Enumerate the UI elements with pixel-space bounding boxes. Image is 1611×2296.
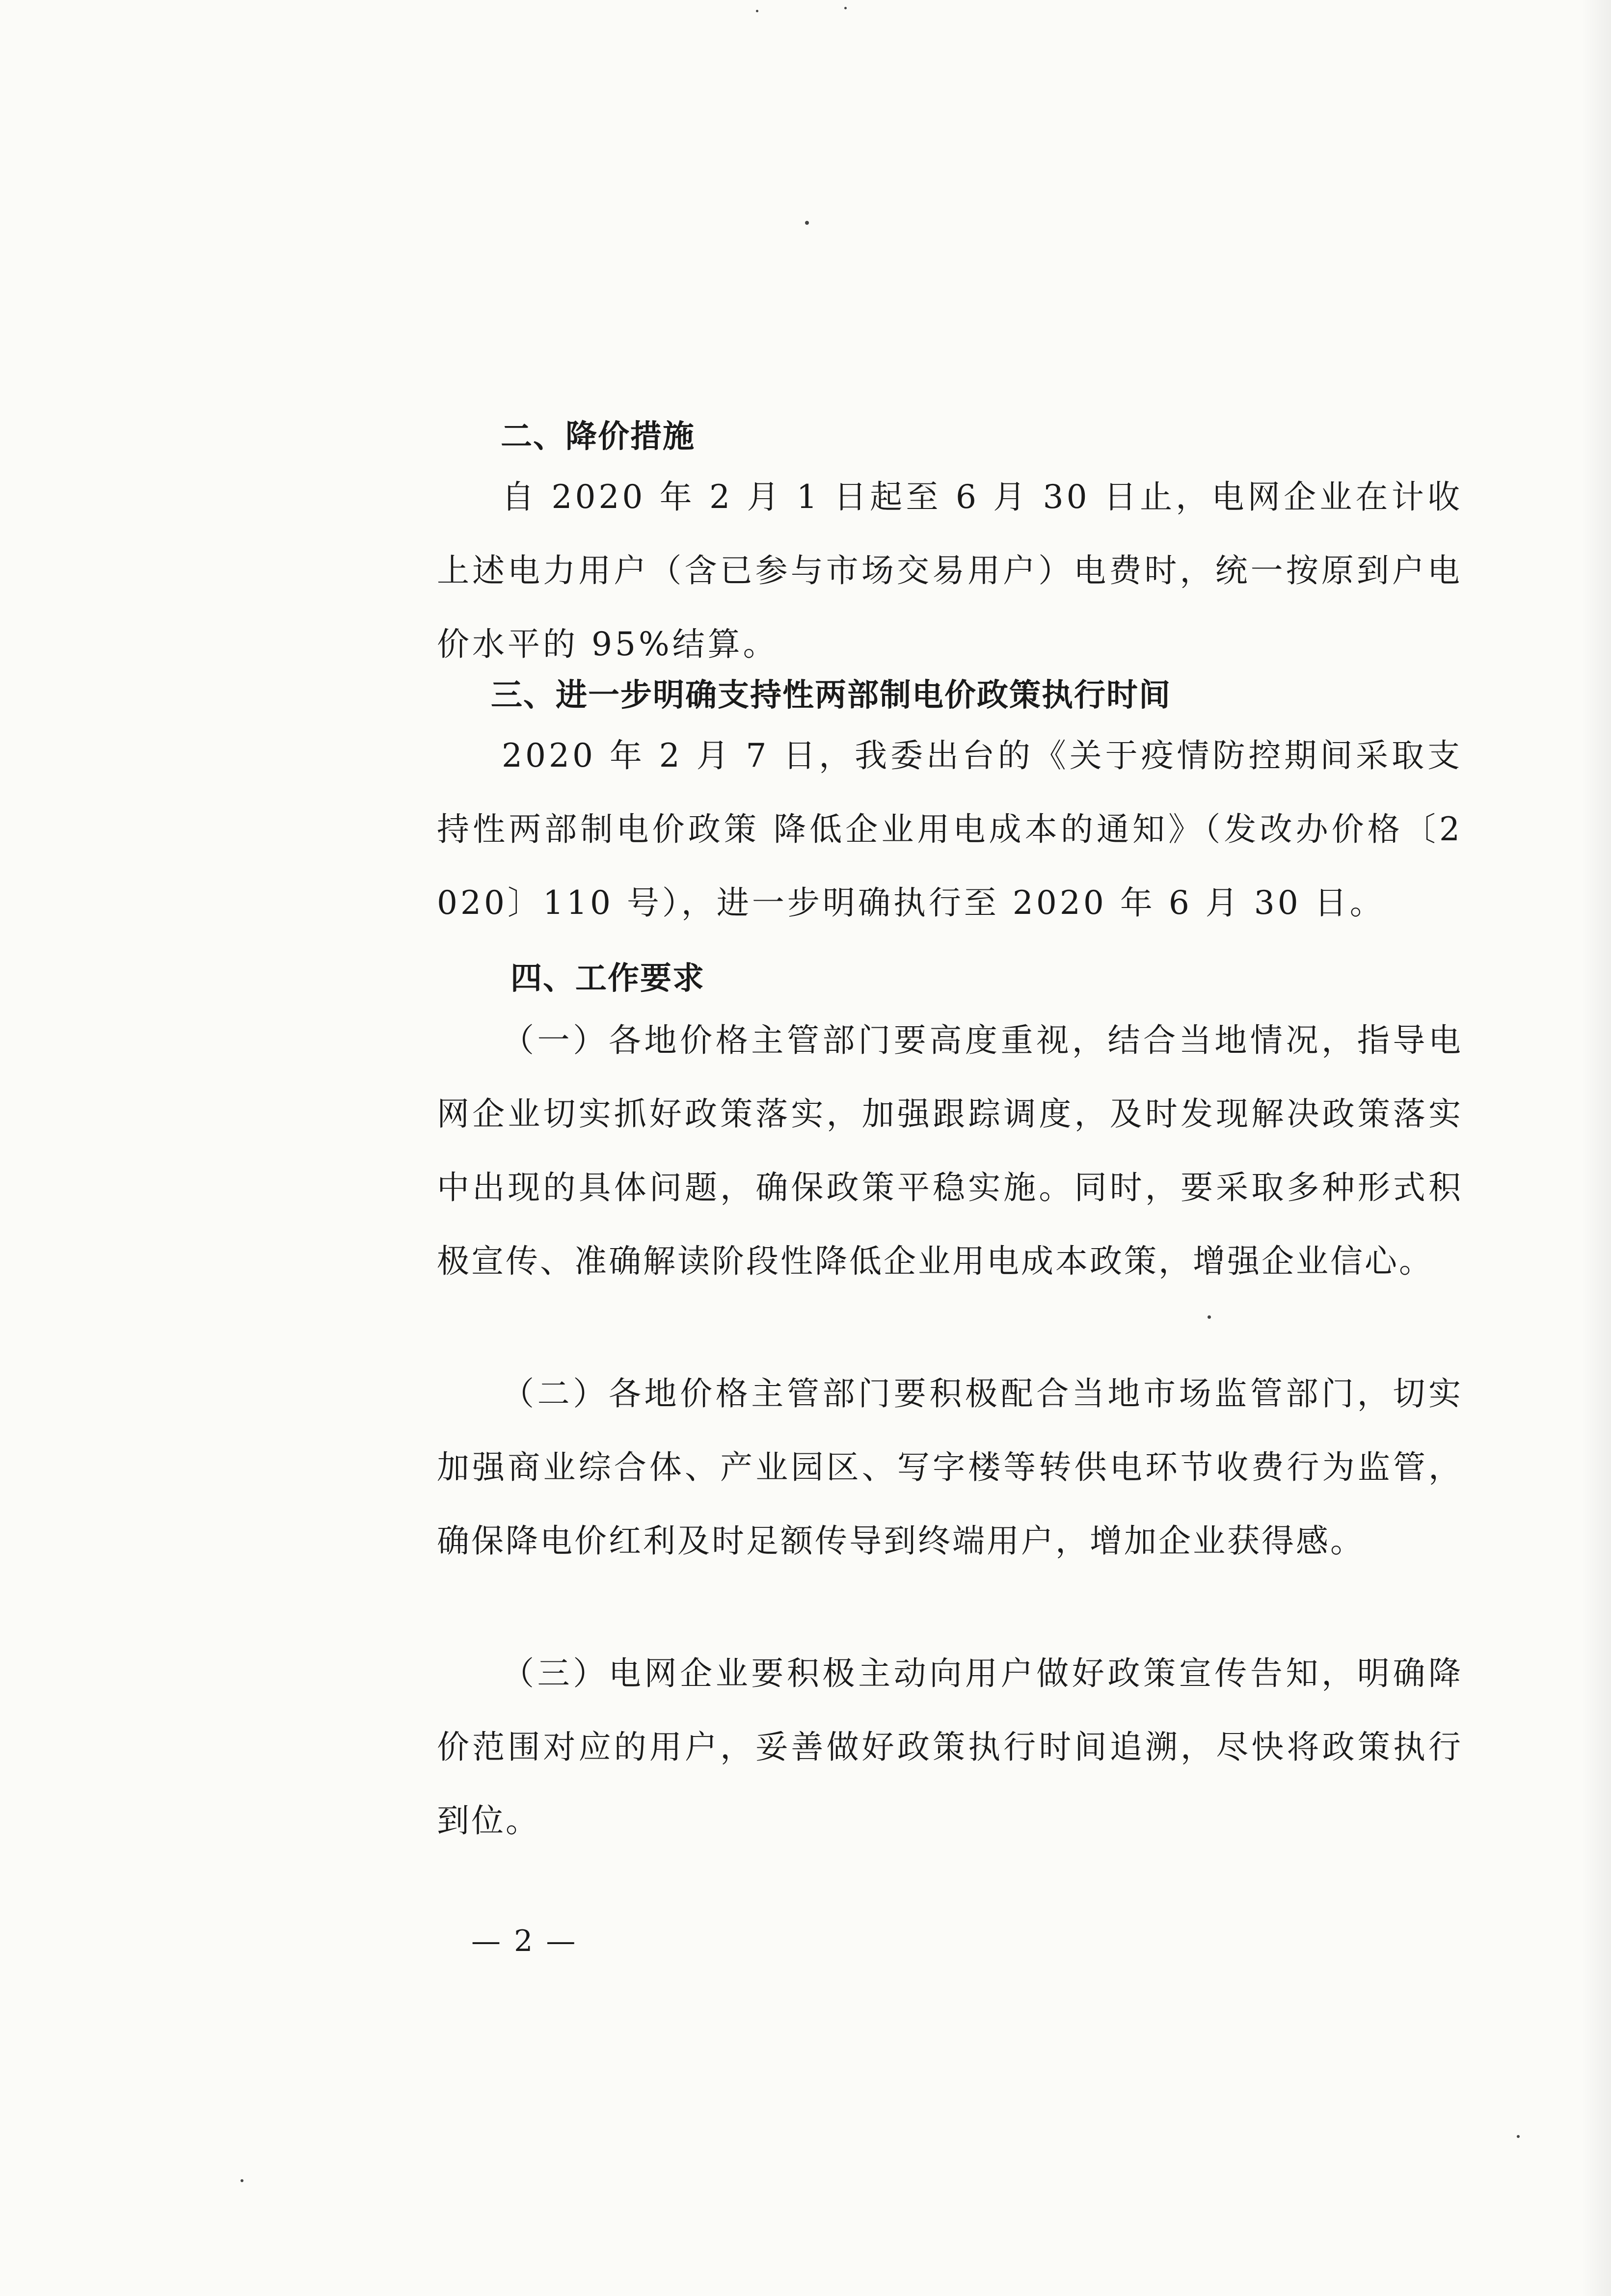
scan-speck <box>805 221 809 225</box>
scan-speck <box>756 10 758 12</box>
section-2-paragraph: 自 2020 年 2 月 1 日起至 6 月 30 日止，电网企业在计收上述电力用户（含已参与市场交易用户）电费时，统一按原到户电价水平的 95%结算。 <box>437 478 1463 663</box>
scan-speck <box>844 7 847 9</box>
section-4-heading: 四、工作要求 <box>510 961 705 997</box>
scan-speck <box>241 2179 243 2182</box>
section-4-item-3: （三）电网企业要积极主动向用户做好政策宣传告知，明确降价范围对应的用户，妥善做好政策执行时间追溯，尽快将政策执行到位。 <box>437 1655 1463 1840</box>
section-3-heading: 三、进一步明确支持性两部制电价政策执行时间 <box>491 677 1171 714</box>
scan-speck <box>1517 2135 1520 2138</box>
section-4-item-2: （二）各地价格主管部门要积极配合当地市场监管部门，切实加强商业综合体、产业园区、写字楼等转供电环节收费行为监管，确保降电价红利及时足额传导到终端用户，增加企业获得感。 <box>437 1375 1463 1560</box>
section-3-paragraph: 2020 年 2 月 7 日，我委出台的《关于疫情防控期间采取支持性两部制电价政策 降低企业用电成本的通知》（发改办价格〔2020〕110 号），进一步明确执行至 2020 年 6 月 30 日。 <box>437 737 1463 922</box>
scan-edge-shade <box>1582 0 1611 2296</box>
page-number: — 2 — <box>471 1924 578 1958</box>
scan-speck <box>1208 1315 1211 1319</box>
section-4-item-1: （一）各地价格主管部门要高度重视，结合当地情况，指导电网企业切实抓好政策落实，加强跟踪调度，及时发现解决政策落实中出现的具体问题，确保政策平稳实施。同时，要采取多种形式积极宣传、准确解读阶段性降低企业用电成本政策，增强企业信心。 <box>437 1021 1463 1280</box>
section-2-heading: 二、降价措施 <box>501 419 695 455</box>
